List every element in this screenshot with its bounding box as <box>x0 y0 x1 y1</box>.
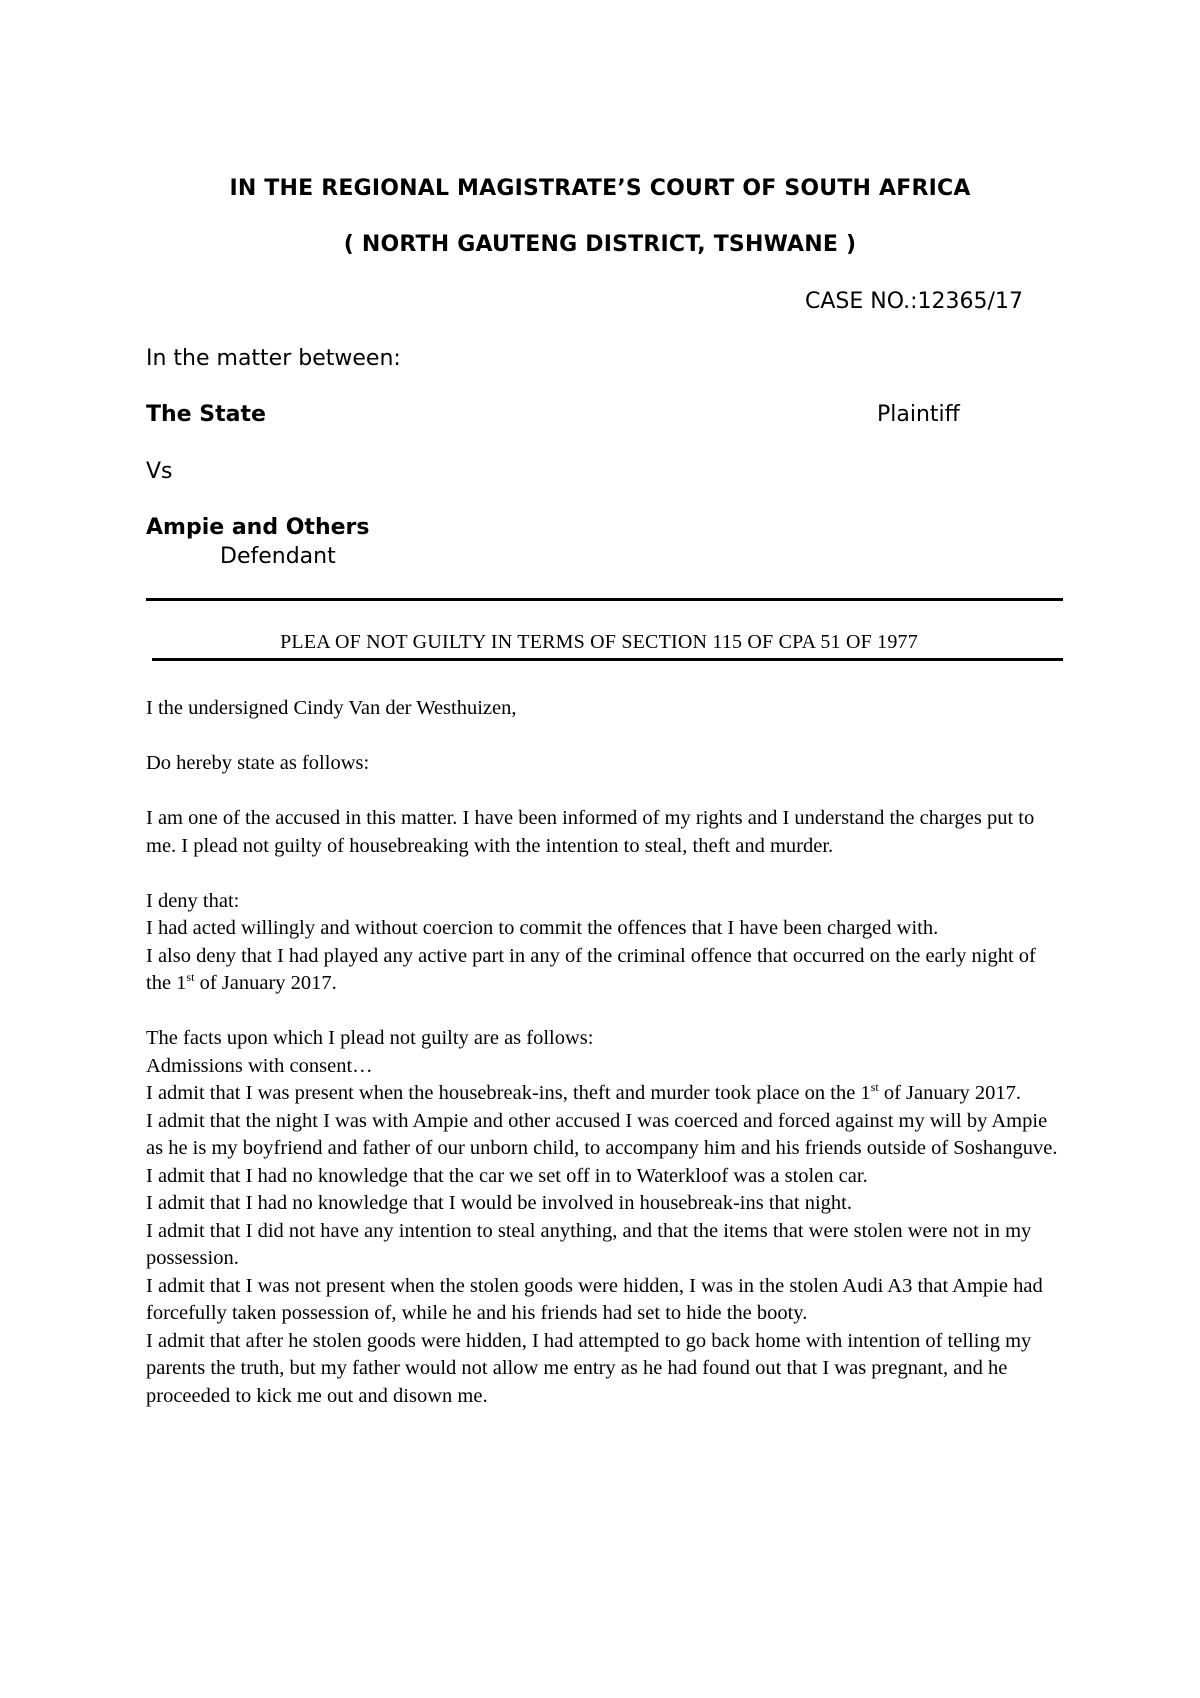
admission-1: I admit that I was present when the housebreak-ins, theft and murder took place on the 1st of January 2017. <box>146 1080 1022 1104</box>
admission-5: I admit that I did not have any intention to steal anything, and that the items that were stolen were not in my possession. <box>146 1219 1032 1269</box>
bottom-divider <box>152 658 1063 661</box>
defendant-role: Defendant <box>220 544 336 569</box>
admission-3: I admit that I had no knowledge that the car we set off in to Waterkloof was a stolen car. <box>146 1164 868 1187</box>
admission-7: I admit that after he stolen goods were hidden, I had attempted to go back home with intention of telling my parents the truth, but my father would not allow me entry as he had found out that I was pregnant, and he proceeded to kick me out and disown me. <box>146 1329 1032 1407</box>
top-divider <box>146 598 1063 601</box>
deny-intro: I deny that: <box>146 889 240 912</box>
facts-intro: The facts upon which I plead not guilty are as follows: <box>146 1027 594 1049</box>
plaintiff-name: The State <box>146 402 266 427</box>
state-follows-line: Do hereby state as follows: <box>146 752 370 774</box>
court-title: IN THE REGIONAL MAGISTRATE’S COURT OF SOUTH AFRICA <box>229 176 971 201</box>
plea-body <box>146 695 1066 1410</box>
plaintiff-role: Plaintiff <box>877 402 960 427</box>
undersigned-line: I the undersigned Cindy Van der Westhuizen, <box>146 697 517 719</box>
defendant-name: Ampie and Others <box>146 515 370 540</box>
deny-item-2: I also deny that I had played any active part in any of the criminal offence that occurred on the early night of the 1st of January 2017. <box>146 944 1036 994</box>
deny-item-1: I had acted willingly and without coercion to commit the offences that I have been charged with. <box>146 917 939 939</box>
versus-label: Vs <box>146 459 173 484</box>
matter-intro: In the matter between: <box>146 346 401 371</box>
admissions-label: Admissions with consent… <box>146 1054 373 1077</box>
case-number: CASE NO.:12365/17 <box>805 289 1023 314</box>
admission-4: I admit that I had no knowledge that I would be involved in housebreak-ins that night. <box>146 1192 852 1214</box>
plea-title: PLEA OF NOT GUILTY IN TERMS OF SECTION 115 OF CPA 51 OF 1977 <box>280 631 918 653</box>
district-title: ( NORTH GAUTENG DISTRICT, TSHWANE ) <box>343 232 857 257</box>
admission-2: I admit that the night I was with Ampie and other accused I was coerced and forced against my will by Ampie as he is my boyfriend and father of our unborn child, to accompany him and his friends outside of Soshanguve. <box>146 1109 1058 1159</box>
accused-paragraph: I am one of the accused in this matter. I have been informed of my rights and I understand the charges put to me. I plead not guilty of housebreaking with the intention to steal, theft and murder. <box>146 807 1035 857</box>
admission-6: I admit that I was not present when the stolen goods were hidden, I was in the stolen Audi A3 that Ampie had forcefully taken possession of, while he and his friends had set to hide the booty. <box>146 1274 1043 1324</box>
